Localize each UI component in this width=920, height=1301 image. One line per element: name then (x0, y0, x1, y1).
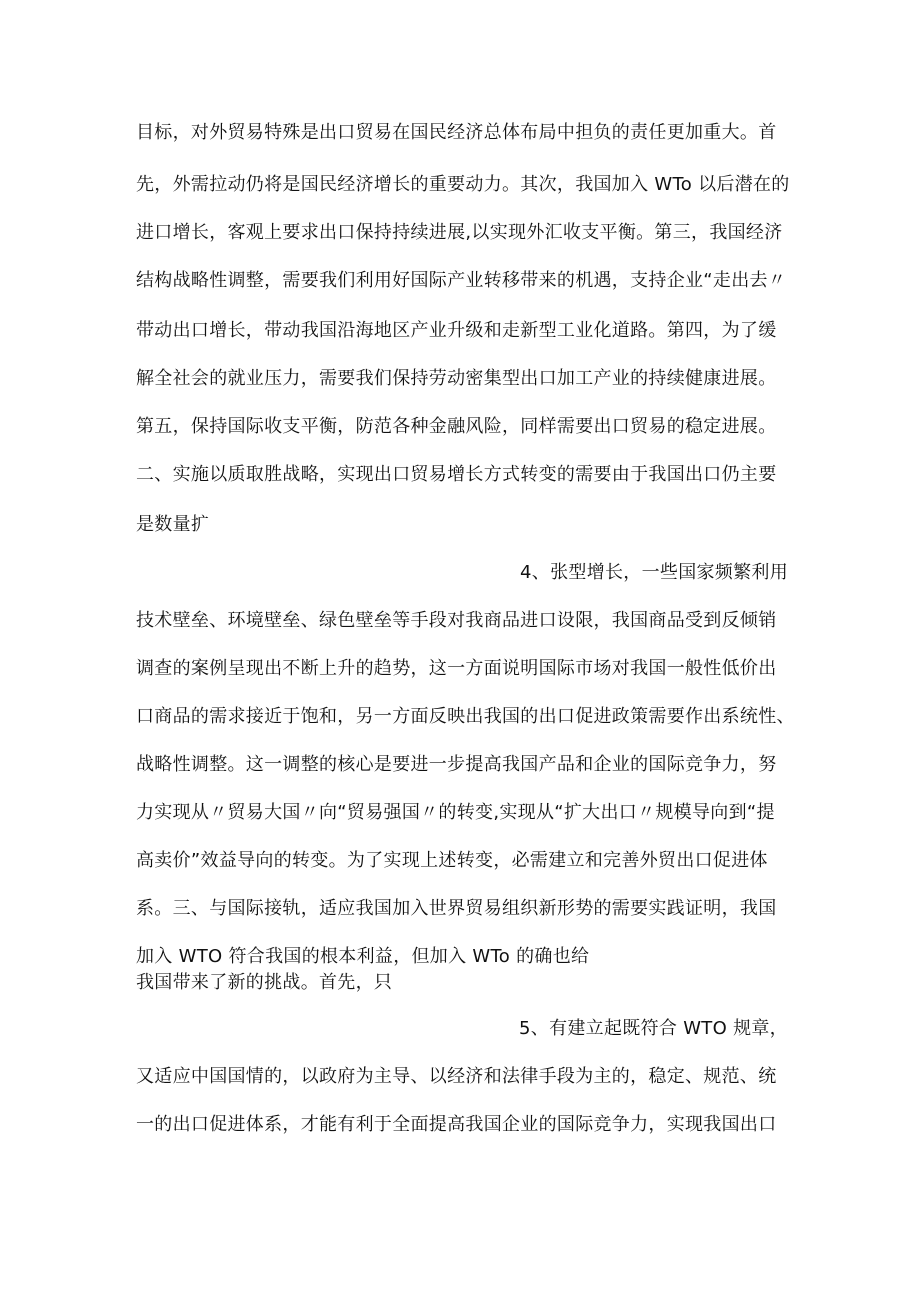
paragraph-line: 先，外需拉动仍将是国民经济增长的重要动力。其次，我国加入 WTo 以后潜在的 (136, 174, 790, 195)
paragraph-line: 解全社会的就业压力，需要我们保持劳动密集型出口加工产业的持续健康进展。 (136, 368, 777, 389)
paragraph-line: 4、张型增长，一些国家频繁利用 (520, 562, 788, 583)
paragraph-line: 系。三、与国际接轨，适应我国加入世界贸易组织新形势的需要实践证明，我国 (136, 898, 777, 919)
paragraph-line: 战略性调整。这一调整的核心是要进一步提高我国产品和企业的国际竞争力，努 (136, 754, 777, 775)
paragraph-line: 第五，保持国际收支平衡，防范各种金融风险，同样需要出口贸易的稳定进展。 (136, 416, 777, 437)
paragraph-line: 二、实施以质取胜战略，实现出口贸易增长方式转变的需要由于我国出口仍主要 (136, 464, 777, 485)
paragraph-line: 高卖价”效益导向的转变。为了实现上述转变，必需建立和完善外贸出口促进体 (136, 850, 768, 871)
paragraph-line: 一的出口促进体系，才能有利于全面提高我国企业的国际竞争力，实现我国出口 (136, 1114, 777, 1135)
paragraph-line: 技术壁垒、环境壁垒、绿色壁垒等手段对我商品进口设限，我国商品受到反倾销 (136, 610, 777, 631)
paragraph-line: 目标，对外贸易特殊是出口贸易在国民经济总体布局中担负的责任更加重大。首 (136, 122, 777, 143)
paragraph-line: 我国带来了新的挑战。首先，只 (136, 972, 393, 993)
paragraph-line: 带动出口增长，带动我国沿海地区产业升级和走新型工业化道路。第四，为了缓 (136, 320, 777, 341)
paragraph-line: 5、有建立起既符合 WTO 规章， (519, 1018, 788, 1039)
paragraph-line: 是数量扩 (136, 514, 210, 535)
paragraph-line: 加入 WTO 符合我国的根本利益，但加入 WTo 的确也给 (136, 946, 590, 967)
paragraph-line: 进口增长，客观上要求出口保持持续进展,以实现外汇收支平衡。第三，我国经济 (136, 222, 783, 243)
paragraph-line: 力实现从〃贸易大国〃向“贸易强国〃的转变,实现从“扩大出口〃规模导向到“提 (136, 802, 775, 823)
paragraph-line: 口商品的需求接近于饱和，另一方面反映出我国的出口促进政策需要作出系统性、 (136, 706, 795, 727)
paragraph-line: 结构战略性调整，需要我们利用好国际产业转移带来的机遇，支持企业“走出去〃 (136, 270, 787, 291)
paragraph-line: 调查的案例呈现出不断上升的趋势，这一方面说明国际市场对我国一般性低价出 (136, 658, 777, 679)
paragraph-line: 又适应中国国情的，以政府为主导、以经济和法律手段为主的，稳定、规范、统 (136, 1066, 777, 1087)
